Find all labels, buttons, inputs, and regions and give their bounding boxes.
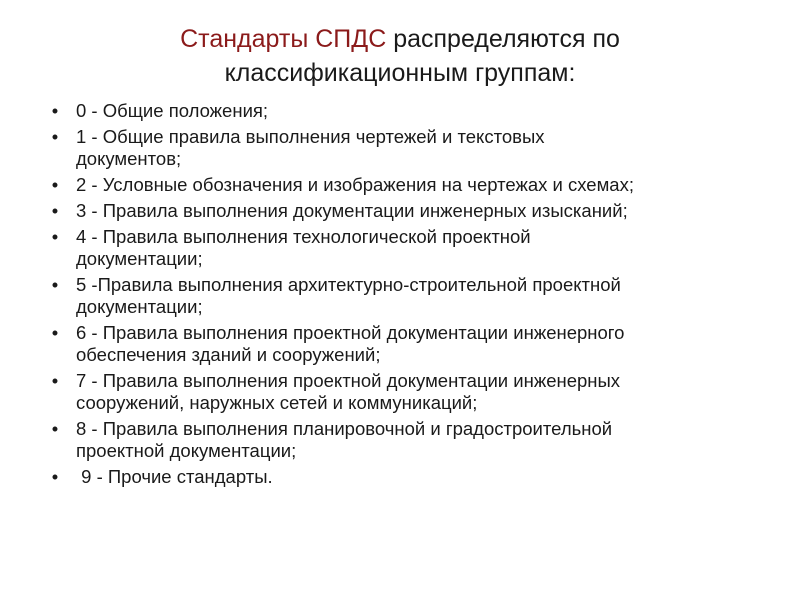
bullet-icon: • xyxy=(51,370,59,391)
list-item-line1: 2 - Условные обозначения и изображения на чертежах и схемах; xyxy=(76,174,634,195)
bullet-icon: • xyxy=(51,274,59,295)
list-item-line1: 1 - Общие правила выполнения чертежей и текстовых xyxy=(76,126,545,147)
title-accent: Стандарты СПДС xyxy=(180,25,387,53)
list-item-line1: 5 -Правила выполнения архитектурно-строительной проектной xyxy=(76,274,621,295)
bullet-icon: • xyxy=(51,226,59,247)
list-item xyxy=(48,200,768,222)
list-item xyxy=(48,274,768,318)
list-item-line1: 4 - Правила выполнения технологической проектной xyxy=(76,226,531,247)
bullet-icon: • xyxy=(51,200,59,221)
list-item xyxy=(48,126,768,170)
list-item-line1: 0 - Общие положения; xyxy=(76,100,269,121)
list-item-line2: обеспечения зданий и сооружений; xyxy=(76,344,381,365)
standards-list xyxy=(48,100,768,492)
list-item-line1: 8 - Правила выполнения планировочной и градостроительной xyxy=(76,418,613,439)
bullet-icon: • xyxy=(51,126,59,147)
list-item-line2: сооружений, наружных сетей и коммуникаций; xyxy=(76,392,478,413)
list-item-line2: документов; xyxy=(76,148,182,169)
list-item xyxy=(48,174,768,196)
list-item xyxy=(48,226,768,270)
bullet-icon: • xyxy=(51,322,59,343)
list-item-line1: 3 - Правила выполнения документации инженерных изысканий; xyxy=(76,200,628,221)
title-line2: классификационным группам: xyxy=(224,59,576,87)
bullet-icon: • xyxy=(51,100,59,121)
list-item xyxy=(48,322,768,366)
list-item-line2: проектной документации; xyxy=(76,440,297,461)
list-item-line1: 7 - Правила выполнения проектной документации инженерных xyxy=(76,370,621,391)
title-rest: распределяются по xyxy=(393,25,620,53)
list-item xyxy=(48,370,768,414)
list-item xyxy=(48,418,768,462)
list-item-line2: документации; xyxy=(76,296,203,317)
list-item xyxy=(48,466,768,488)
slide-title xyxy=(0,22,800,90)
list-item xyxy=(48,100,768,122)
bullet-icon: • xyxy=(51,174,59,195)
list-item-line2: документации; xyxy=(76,248,203,269)
list-item-line1: 9 - Прочие стандарты. xyxy=(76,466,273,487)
list-item-line1: 6 - Правила выполнения проектной документации инженерного xyxy=(76,322,625,343)
bullet-icon: • xyxy=(51,466,59,487)
bullet-icon: • xyxy=(51,418,59,439)
